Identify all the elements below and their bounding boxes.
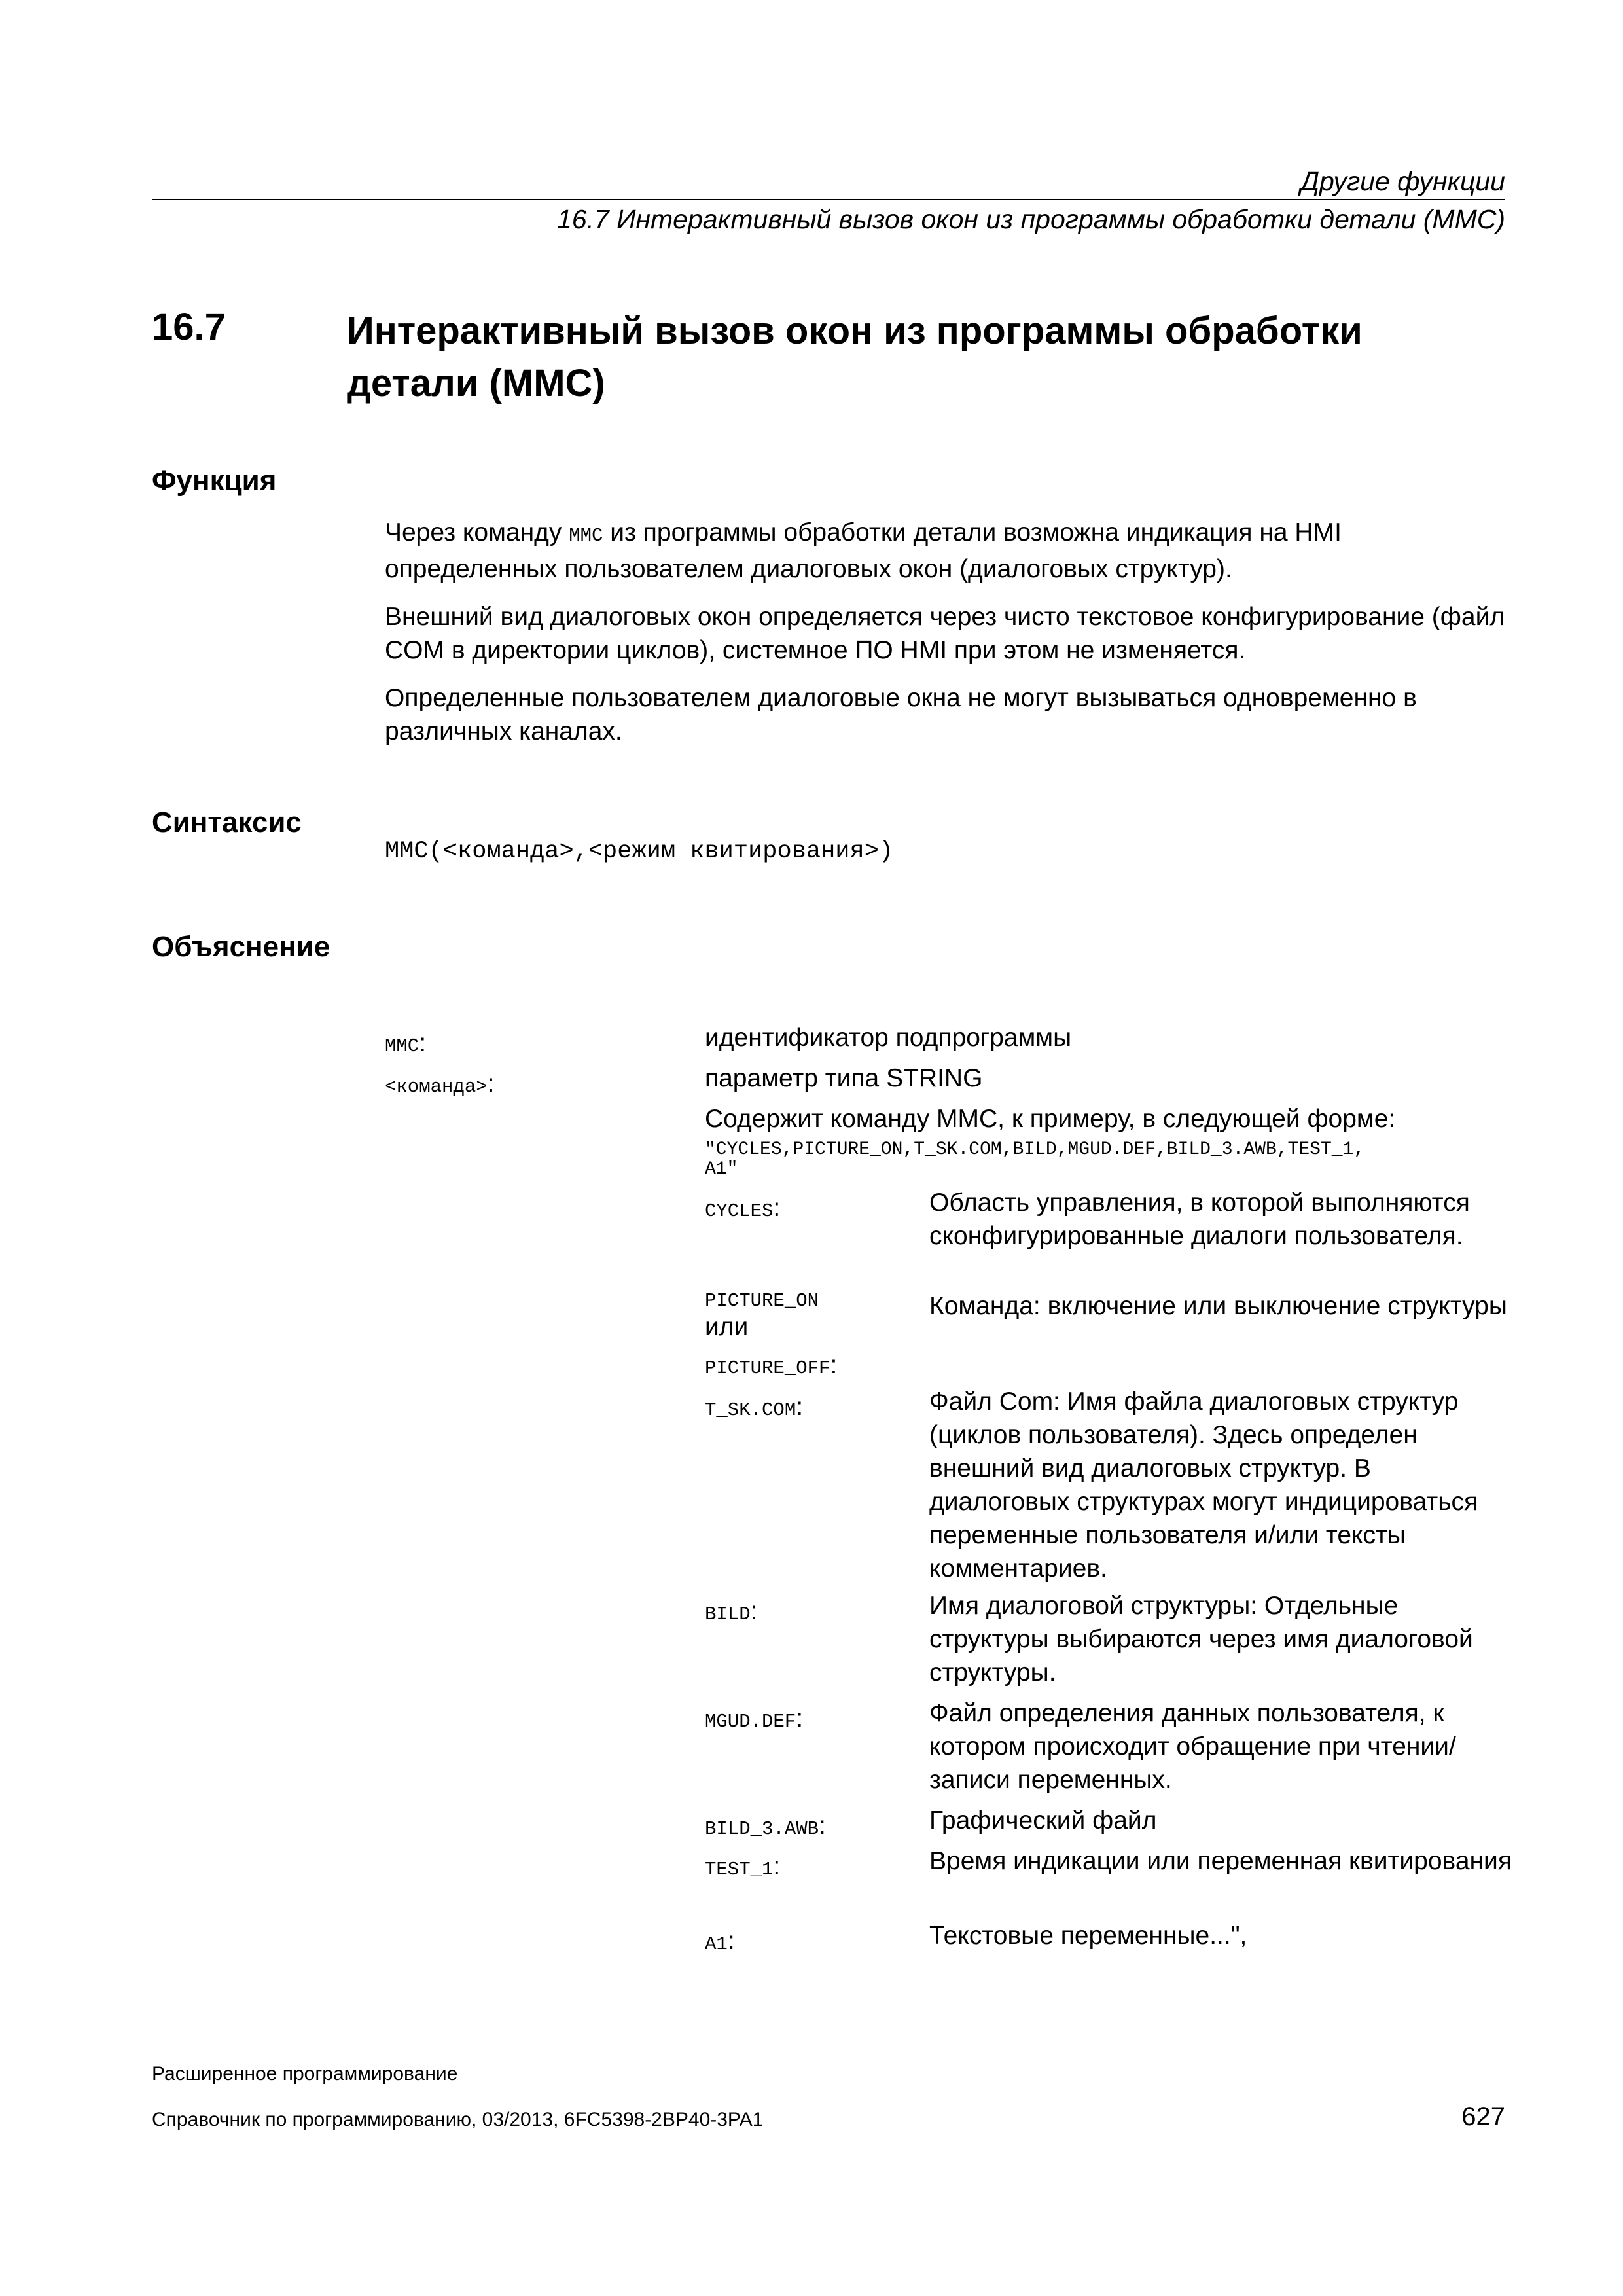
item-label-or: или bbox=[705, 1313, 749, 1341]
item-label-bild-3-awb: BILD_3.AWB: bbox=[705, 1812, 826, 1840]
item-desc-bild-3-awb: Графический файл bbox=[929, 1806, 1157, 1835]
item-desc-mgud-def: Файл определения данных пользователя, к котором происходит обращение при чтении/записи переменных. bbox=[929, 1699, 1456, 1794]
explanation-heading: Объяснение bbox=[152, 931, 330, 963]
item-desc-test-1: Время индикации или переменная квитирования bbox=[929, 1847, 1512, 1875]
command-example-intro: Содержит команду ММС, к примеру, в следующей форме: bbox=[705, 1105, 1396, 1133]
header-rule bbox=[152, 199, 1505, 200]
section-title: Интерактивный вызов окон из программы обработки детали (MMC) bbox=[347, 310, 1363, 404]
param-desc-command: параметр типа STRING bbox=[705, 1064, 983, 1092]
item-desc-picture: Команда: включение или выключение структуры bbox=[929, 1292, 1507, 1320]
function-paragraph-2: Внешний вид диалоговых окон определяется через чисто текстовое конфигурирование (файл COM в директории циклов), системное ПО HMI при этом не изменяется. bbox=[385, 603, 1505, 664]
syntax-code: MMC(<команда>,<режим квитирования>) bbox=[385, 838, 894, 865]
function-paragraph-3: Определенные пользователем диалоговые окна не могут вызываться одновременно в различных каналах. bbox=[385, 684, 1417, 745]
param-label-mmc: MMC: bbox=[385, 1029, 427, 1057]
running-header-section: 16.7 Интерактивный вызов окон из программы обработки детали (MMC) bbox=[556, 204, 1505, 234]
item-desc-t-sk-com: Файл Com: Имя файла диалоговых структур (циклов пользователя). Здесь определен внешний вид диалоговых структур. В диалоговых структурах могут индицироваться переменные пользователя и/или тексты комментариев. bbox=[929, 1388, 1478, 1583]
item-label-a1: A1: bbox=[705, 1927, 735, 1955]
param-label-command: <команда>: bbox=[385, 1069, 495, 1098]
function-body bbox=[385, 516, 1510, 748]
item-label-picture-on: PICTURE_ON bbox=[705, 1290, 819, 1312]
item-label-mgud-def: MGUD.DEF: bbox=[705, 1704, 804, 1732]
param-desc-mmc: идентификатор подпрограммы bbox=[705, 1024, 1072, 1052]
item-desc-cycles: Область управления, в которой выполняются сконфигурированные диалоги пользователя. bbox=[929, 1189, 1470, 1250]
inline-code-mmc: MMC bbox=[569, 525, 603, 547]
command-example-code: "CYCLES,PICTURE_ON,T_SK.COM,BILD,MGUD.DEF,BILD_3.AWB,TEST_1, A1" bbox=[705, 1139, 1365, 1179]
function-paragraph-1: Через команду MMC из программы обработки детали возможна индикация на HMI определенных пользователем диалоговых окон (диалоговых структур). bbox=[385, 518, 1342, 583]
page-number: 627 bbox=[1461, 2102, 1505, 2131]
function-heading: Функция bbox=[152, 465, 277, 497]
footer-manual-info: Справочник по программированию, 03/2013, 6FC5398-2BP40-3PA1 bbox=[152, 2109, 764, 2130]
item-label-bild: BILD: bbox=[705, 1597, 758, 1625]
section-number: 16.7 bbox=[152, 306, 226, 348]
item-label-test-1: TEST_1: bbox=[705, 1852, 781, 1880]
running-header-chapter: Другие функции bbox=[1300, 166, 1505, 196]
item-desc-bild: Имя диалоговой структуры: Отдельные структуры выбираются через имя диалоговой структуры. bbox=[929, 1592, 1473, 1687]
item-label-picture-off: PICTURE_OFF: bbox=[705, 1351, 838, 1379]
item-label-cycles: CYCLES: bbox=[705, 1194, 781, 1222]
item-label-t-sk-com: T_SK.COM: bbox=[705, 1393, 804, 1421]
footer-book-title: Расширенное программирование bbox=[152, 2063, 458, 2085]
item-desc-a1: Текстовые переменные...", bbox=[929, 1922, 1247, 1950]
syntax-heading: Синтаксис bbox=[152, 806, 302, 838]
